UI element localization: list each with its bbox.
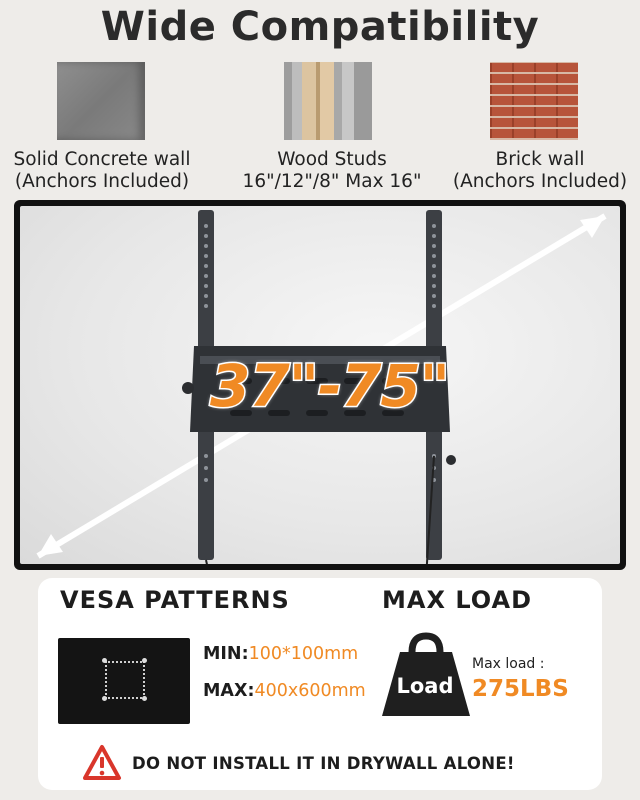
wood-studs-label-line1: Wood Studs bbox=[277, 149, 387, 170]
wood-studs-label-line2: 16"/12"/8" Max 16" bbox=[242, 171, 422, 192]
vesa-min-value: 100*100mm bbox=[248, 644, 359, 664]
weight-label: Load bbox=[396, 674, 454, 698]
vesa-pattern-icon bbox=[58, 638, 190, 724]
max-load-heading: MAX LOAD bbox=[382, 586, 533, 614]
vesa-hole bbox=[142, 696, 147, 701]
page-title: Wide Compatibility bbox=[100, 4, 540, 50]
vesa-max-row bbox=[203, 681, 366, 701]
wood-studs-icon bbox=[284, 62, 372, 140]
max-load-caption: Max load : bbox=[472, 656, 545, 672]
max-load-value: 275LBS bbox=[472, 676, 569, 702]
tv-size-range: 37"-75" bbox=[210, 352, 449, 420]
vesa-max-label: MAX: bbox=[203, 681, 255, 701]
concrete-wall-label-line1: Solid Concrete wall bbox=[13, 149, 191, 170]
vesa-hole-pattern bbox=[105, 661, 145, 699]
right-knob-icon bbox=[446, 455, 456, 465]
vesa-hole bbox=[102, 658, 107, 663]
vesa-min-row bbox=[203, 644, 358, 664]
vesa-hole bbox=[142, 658, 147, 663]
left-pull-string bbox=[206, 560, 210, 564]
wood-studs-label bbox=[232, 149, 432, 193]
concrete-wall-icon bbox=[57, 62, 145, 140]
warning-icon bbox=[82, 744, 122, 782]
concrete-wall-label-line2: (Anchors Included) bbox=[14, 171, 190, 192]
vesa-hole bbox=[102, 696, 107, 701]
brick-wall-label-line2: (Anchors Included) bbox=[452, 171, 628, 192]
drywall-warning: DO NOT INSTALL IT IN DRYWALL ALONE! bbox=[132, 754, 515, 773]
vesa-heading: VESA PATTERNS bbox=[60, 586, 290, 614]
concrete-wall-label bbox=[2, 149, 202, 193]
brick-wall-label bbox=[440, 149, 640, 193]
brick-wall-label-line1: Brick wall bbox=[495, 149, 585, 170]
brick-wall-icon bbox=[490, 62, 578, 140]
vesa-max-value: 400x600mm bbox=[254, 681, 366, 701]
left-knob-icon bbox=[182, 382, 194, 394]
vesa-min-label: MIN: bbox=[203, 644, 249, 664]
